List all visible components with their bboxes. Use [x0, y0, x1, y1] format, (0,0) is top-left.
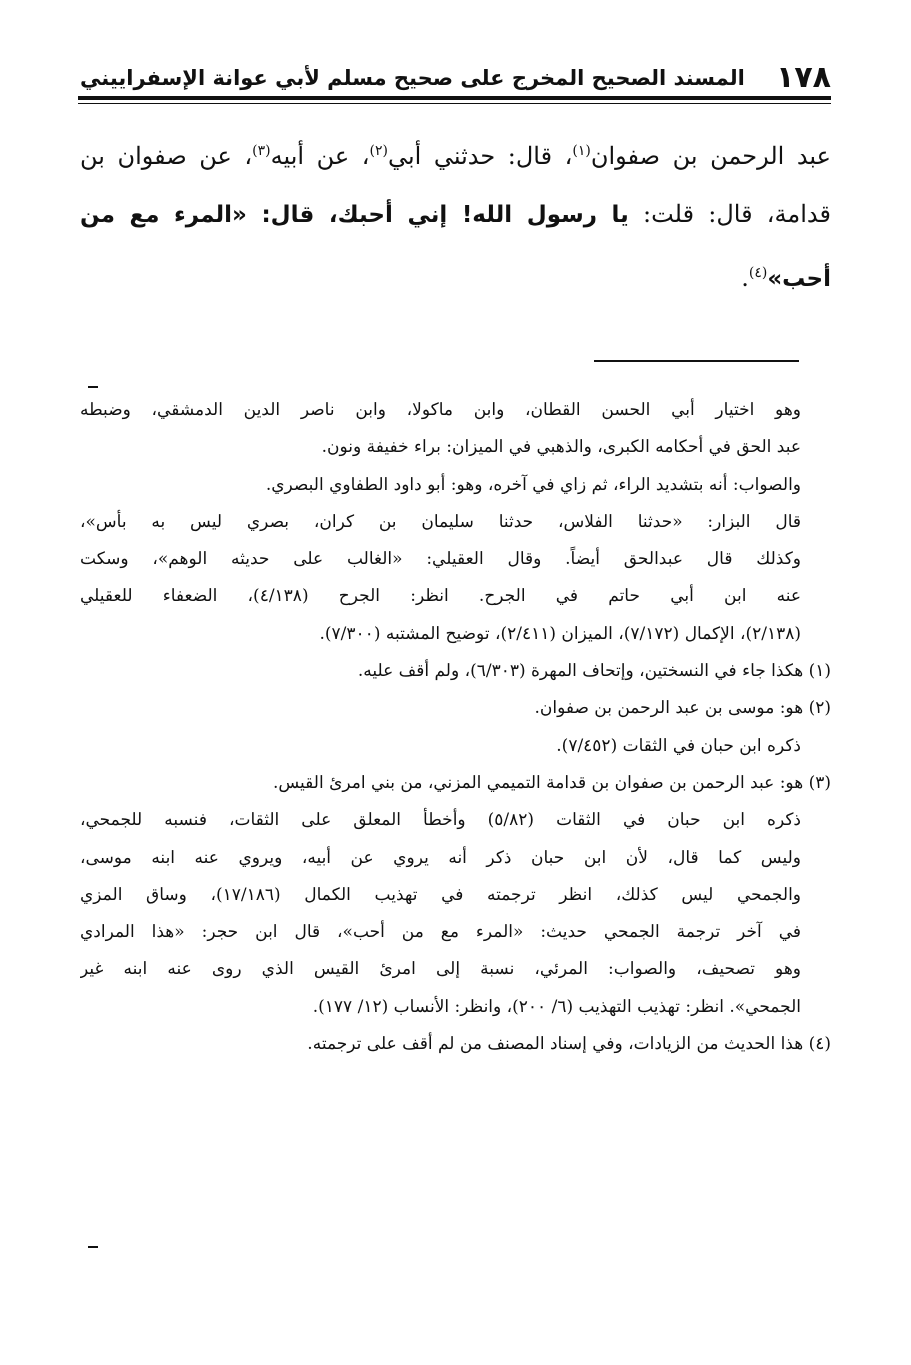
footnote-line: قال البزار: «حدثنا الفلاس، حدثنا سليمان بن كران، بصري ليس به بأس»، [80, 511, 801, 532]
footnote-line: والجمحي ليس كذلك، انظر ترجمته في تهذيب الكمال (١٧/١٨٦)، وساق المزي [80, 884, 801, 905]
footnote-line: (٢) هو: موسى بن عبد الرحمن بن صفوان. [534, 698, 831, 719]
footnote-line: (١) هكذا جاء في النسختين، وإتحاف المهرة (٦/٣٠٣)، ولم أقف عليه. [357, 661, 831, 682]
footnote-line: عبد الحق في أحكامه الكبرى، والذهبي في الميزان: براء خفيفة ونون. [321, 437, 801, 458]
hadith-text: يا رسول الله! إني أحبك، قال: «المرء مع من أحب» [80, 202, 831, 292]
continuation-mark [88, 386, 98, 388]
footnote-line: (٤) هذا الحديث من الزيادات، وفي إسناد المصنف من لم أقف على ترجمته. [307, 1034, 831, 1055]
footnote-line: في آخر ترجمة الجمحي حديث: «المرء مع من أحب»، قال ابن حجر: «هذا المرادي [80, 922, 801, 943]
footnote-separator [594, 360, 799, 362]
page-header [80, 50, 831, 98]
main-text-part: . [741, 264, 749, 292]
header-rule-thin [78, 103, 831, 104]
footnote-line: عنه ابن أبي حاتم في الجرح. انظر: الجرح (٤/١٣٨)، الضعفاء للعقيلي [80, 586, 801, 607]
footnote-line: وكذلك قال عبدالحق أيضاً. وقال العقيلي: «الغالب على حديثه الوهم»، وسكت [80, 549, 801, 570]
main-text-part: ، قال: حدثني أبي [387, 142, 573, 170]
page-number: ١٧٨ [776, 60, 831, 95]
footnote-line: والصواب: أنه بتشديد الراء، ثم زاي في آخره، وهو: أبو داود الطفاوي البصري. [265, 474, 801, 495]
footnote-line: (٣) هو: عبد الرحمن بن صفوان بن قدامة التميمي المزني، من بني امرئ القيس. [272, 772, 831, 793]
footnote-ref-2: (٢) [369, 143, 388, 159]
footnote-line: ذكره ابن حبان في الثقات (٥/٨٢) وأخطأ المعلق على الثقات، فنسبه للجمحي، [80, 810, 801, 831]
footnotes [80, 392, 831, 1063]
main-text-part: عبد الرحمن بن صفوان [590, 142, 831, 170]
main-text-part: ، عن صفوان بن قدامة، قال: قلت: [80, 142, 831, 228]
main-text-part: ، عن أبيه [270, 142, 370, 170]
hadith-body [80, 122, 831, 308]
footnote-ref-4: (٤) [748, 265, 768, 281]
footnote-line: وليس كما قال، لأن ابن حبان ذكر أنه يروي عن أبيه، ويروي عنه ابنه موسى، [80, 847, 801, 868]
header-rule-thick [78, 96, 831, 100]
continuation-mark [88, 1246, 98, 1248]
footnote-line: وهو اختيار أبي الحسن القطان، وابن ماكولا، وابن ناصر الدين الدمشقي، وضبطه [80, 400, 801, 420]
running-title: المسند الصحيح المخرج على صحيح مسلم لأبي عوانة الإسفراييني [80, 66, 745, 90]
footnote-ref-1: (١) [572, 143, 591, 159]
footnote-ref-3: (٣) [252, 143, 271, 159]
footnote-line: ذكره ابن حبان في الثقات (٧/٤٥٢). [556, 735, 801, 756]
footnote-line: وهو تصحيف، والصواب: المرئي، نسبة إلى امرئ القيس الذي روى عنه ابنه غير [80, 959, 801, 980]
footnote-line: (٢/١٣٨)، الإكمال (٧/١٧٢)، الميزان (٢/٤١١)، توضيح المشتبه (٧/٣٠٠). [319, 623, 801, 644]
footnote-line: الجمحي». انظر: تهذيب التهذيب (٦/ ٢٠٠)، وانظر: الأنساب (١٢/ ١٧٧). [312, 996, 801, 1017]
